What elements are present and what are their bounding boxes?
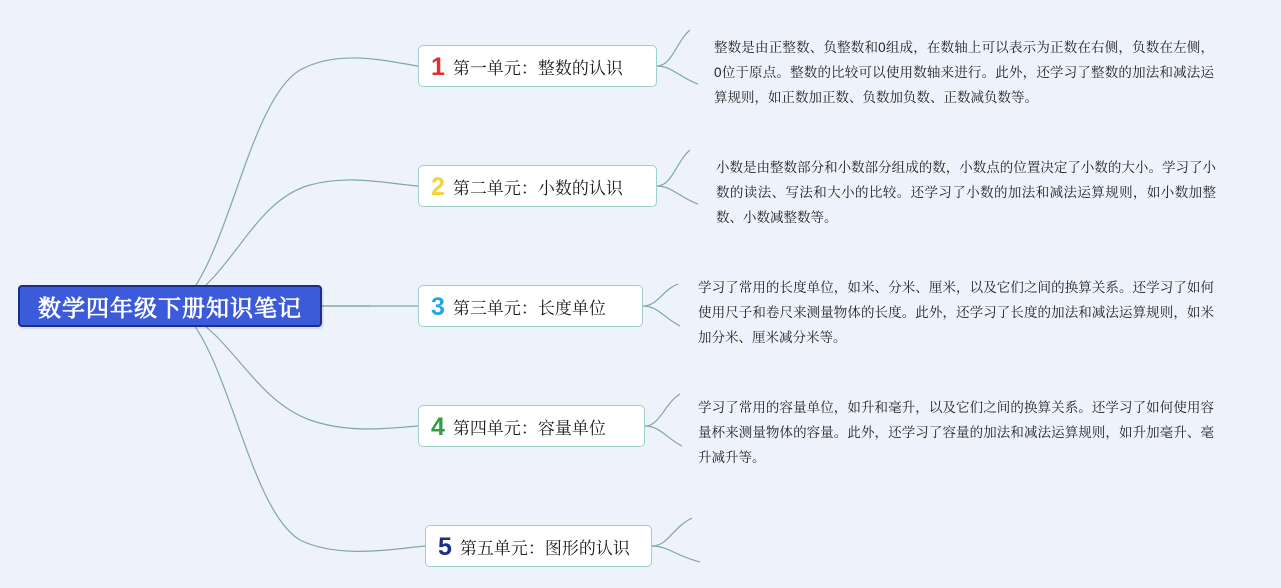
- unit-node-4[interactable]: [418, 405, 645, 447]
- unit-title-2: 第二单元：小数的认识: [452, 178, 623, 198]
- unit-number-1: 1: [431, 52, 445, 81]
- unit-number-5: 5: [438, 532, 452, 561]
- unit-number-3: 3: [431, 292, 445, 321]
- unit-node-5[interactable]: [425, 525, 652, 567]
- unit-description-3: 学习了常用的长度单位，如米、分米、厘米，以及它们之间的换算关系。还学习了如何使用尺子和卷尺来测量物体的长度。此外，还学习了长度的加法和减法运算规则，如米加分米、厘米减分米等。: [698, 280, 1214, 345]
- unit-node-3[interactable]: [418, 285, 643, 327]
- unit-title-5: 第五单元：图形的认识: [459, 538, 630, 558]
- root-node-label: 数学四年级下册知识笔记: [38, 294, 302, 321]
- unit-number-2: 2: [431, 172, 445, 201]
- unit-title-4: 第四单元：容量单位: [452, 418, 606, 438]
- unit-description-1: 整数是由正整数、负整数和0组成，在数轴上可以表示为正数在右侧，负数在左侧，0位于原点。整数的比较可以使用数轴来进行。此外，还学习了整数的加法和减法运算规则，如正数加正数、负数加负数、正数减负数等。: [714, 40, 1214, 105]
- unit-node-2[interactable]: [418, 165, 657, 207]
- unit-number-4: 4: [431, 412, 445, 441]
- unit-description-2: 小数是由整数部分和小数部分组成的数，小数点的位置决定了小数的大小。学习了小数的读法、写法和大小的比较。还学习了小数的加法和减法运算规则，如小数加整数、小数减整数等。: [716, 160, 1216, 225]
- root-node[interactable]: [18, 285, 322, 327]
- unit-title-1: 第一单元：整数的认识: [452, 58, 623, 78]
- unit-node-1[interactable]: [418, 45, 657, 87]
- unit-title-3: 第三单元：长度单位: [452, 298, 606, 318]
- unit-description-4: 学习了常用的容量单位，如升和毫升，以及它们之间的换算关系。还学习了如何使用容量杯来测量物体的容量。此外，还学习了容量的加法和减法运算规则，如升加毫升、毫升减升等。: [698, 400, 1214, 465]
